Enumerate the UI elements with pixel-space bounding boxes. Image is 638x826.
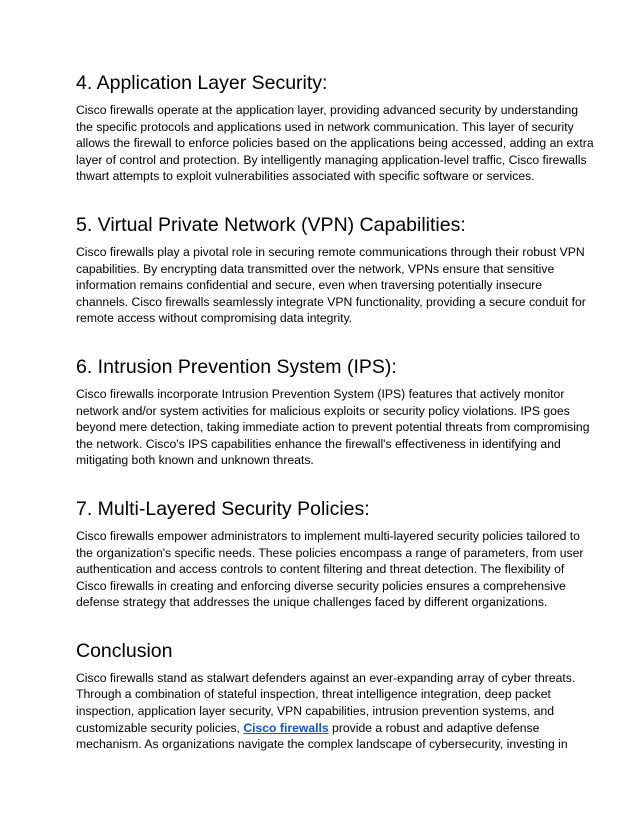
section-paragraph — [76, 528, 584, 611]
cisco-firewalls-link[interactable]: Cisco firewalls — [243, 720, 329, 735]
section-paragraph — [76, 244, 586, 327]
section-vpn-capabilities — [76, 212, 586, 327]
paragraph-line: channels. Cisco firewalls seamlessly integrate VPN functionality, providing a secure conduit for — [76, 294, 586, 309]
section-multi-layered-policies — [76, 496, 584, 611]
section-conclusion — [76, 638, 576, 753]
paragraph-line: mechanism. As organizations navigate the complex landscape of cybersecurity, investing in — [76, 737, 568, 752]
paragraph-line: Cisco firewalls stand as stalwart defenders against an ever-expanding array of cyber threats. — [76, 670, 576, 685]
paragraph-line: Through a combination of stateful inspection, threat intelligence integration, deep packet — [76, 687, 551, 702]
paragraph-line: information remains confidential and secure, even when traversing potentially insecure — [76, 278, 543, 293]
section-intrusion-prevention — [76, 354, 590, 469]
paragraph-line: thwart attempts to exploit vulnerabilities associated with specific software or services. — [76, 169, 535, 184]
paragraph-line: network and/or system activities for malicious exploits or security policy violations. IPS goes — [76, 403, 570, 418]
section-heading: 5. Virtual Private Network (VPN) Capabilities: — [76, 213, 466, 236]
paragraph-line: Cisco firewalls play a pivotal role in securing remote communications through their robust VPN — [76, 244, 585, 259]
paragraph-line: Cisco firewalls incorporate Intrusion Prevention System (IPS) features that actively monitor — [76, 386, 565, 401]
section-heading: 6. Intrusion Prevention System (IPS): — [76, 355, 397, 378]
paragraph-line: beyond mere detection, taking immediate action to prevent potential threats from compromising — [76, 420, 590, 435]
paragraph-line: Cisco firewalls empower administrators to implement multi-layered security policies tailored to — [76, 528, 580, 543]
paragraph-line: authentication and access controls to content filtering and threat detection. The flexibility of — [76, 562, 565, 577]
paragraph-line: remote access without compromising data integrity. — [76, 311, 353, 326]
paragraph-line: mitigating both known and unknown threats. — [76, 453, 314, 468]
paragraph-line: defense strategy that addresses the unique challenges faced by different organizations. — [76, 595, 548, 610]
paragraph-line: allows the firewall to enforce policies based on the applications being accessed, adding an extra — [76, 136, 594, 151]
paragraph-line — [76, 720, 566, 737]
paragraph-line: the network. Cisco's IPS capabilities enhance the firewall's effectiveness in identifying and — [76, 436, 561, 451]
document-page — [76, 70, 594, 753]
section-heading: 4. Application Layer Security: — [76, 72, 328, 94]
section-paragraph — [76, 670, 576, 753]
section-heading: 7. Multi-Layered Security Policies: — [76, 497, 370, 520]
text-segment: customizable security policies, — [76, 720, 244, 735]
section-paragraph — [76, 102, 594, 185]
text-segment: provide a robust and adaptive defense — [328, 720, 540, 735]
paragraph-line: inspection, application layer security, VPN capabilities, intrusion prevention systems, and — [76, 704, 555, 719]
section-heading: Conclusion — [76, 639, 173, 662]
paragraph-line: Cisco firewalls in creating and enforcing diverse security policies ensures a comprehensive — [76, 578, 566, 593]
paragraph-line: capabilities. By encrypting data transmitted over the network, VPNs ensure that sensitive — [76, 261, 555, 276]
section-application-layer-security — [76, 70, 594, 185]
paragraph-line: layer of control and protection. By intelligently managing application-level traffic, Cisco firewalls — [76, 152, 587, 167]
paragraph-line: the organization's specific needs. These policies encompass a range of parameters, from user — [76, 545, 584, 560]
paragraph-line: Cisco firewalls operate at the application layer, providing advanced security by understanding — [76, 103, 579, 117]
paragraph-line: the specific protocols and applications used in network communication. This layer of security — [76, 119, 574, 134]
section-paragraph — [76, 386, 590, 469]
